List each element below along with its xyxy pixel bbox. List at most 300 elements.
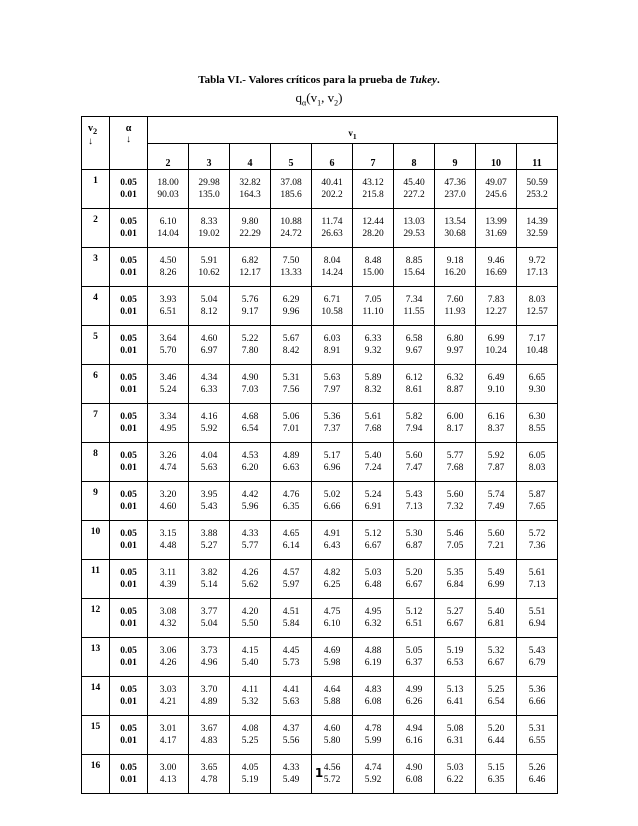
value-005: 4.16 — [200, 412, 218, 422]
title-emphasis: Tukey — [409, 74, 437, 86]
value-001: 6.54 — [241, 424, 259, 434]
value-005: 13.03 — [403, 217, 425, 227]
value-005: 5.82 — [405, 412, 423, 422]
critical-value-cell — [230, 287, 271, 326]
value-005: 9.80 — [241, 217, 259, 227]
value-001: 4.39 — [159, 580, 177, 590]
value-001: 6.96 — [323, 463, 341, 473]
table-row — [82, 170, 558, 209]
value-005: 3.67 — [200, 724, 218, 734]
critical-value-cell — [312, 404, 353, 443]
value-005: 4.78 — [364, 724, 382, 734]
value-005: 12.44 — [362, 217, 384, 227]
critical-value-cell — [517, 209, 558, 248]
header-alpha — [110, 117, 148, 170]
column-header: 7 — [353, 144, 394, 170]
value-005: 3.06 — [159, 646, 177, 656]
value-005: 5.43 — [405, 490, 423, 500]
header-v2 — [82, 117, 110, 170]
value-005: 5.40 — [364, 451, 382, 461]
critical-value-cell — [517, 560, 558, 599]
alpha-value: 0.01 — [120, 346, 137, 356]
value-005: 4.90 — [405, 763, 423, 773]
critical-value-cell — [476, 482, 517, 521]
value-001: 4.17 — [159, 736, 177, 746]
alpha-value: 0.05 — [120, 724, 137, 734]
critical-value-cell — [435, 404, 476, 443]
critical-value-cell — [189, 716, 230, 755]
value-005: 5.12 — [364, 529, 382, 539]
value-005: 5.31 — [528, 724, 546, 734]
value-001: 10.58 — [321, 307, 343, 317]
critical-value-cell — [312, 521, 353, 560]
value-001: 6.87 — [405, 541, 423, 551]
critical-value-cell — [476, 209, 517, 248]
alpha-value: 0.05 — [120, 295, 137, 305]
v2-value: 4 — [82, 287, 110, 326]
column-header: 11 — [517, 144, 558, 170]
value-001: 6.51 — [159, 307, 177, 317]
value-005: 5.32 — [487, 646, 505, 656]
critical-value-cell — [476, 365, 517, 404]
value-005: 5.36 — [323, 412, 341, 422]
value-001: 202.2 — [321, 190, 343, 200]
critical-value-cell — [353, 209, 394, 248]
critical-value-cell — [312, 287, 353, 326]
alpha-value: 0.01 — [120, 658, 137, 668]
alpha-values — [110, 599, 148, 638]
alpha-value: 0.05 — [120, 685, 137, 695]
value-005: 4.89 — [282, 451, 300, 461]
value-001: 6.32 — [364, 619, 382, 629]
value-005: 3.26 — [159, 451, 177, 461]
critical-value-cell — [271, 521, 312, 560]
value-001: 9.96 — [282, 307, 300, 317]
value-005: 4.04 — [200, 451, 218, 461]
title-prefix: Tabla VI.- Valores críticos para la prueba de — [198, 74, 410, 86]
value-001: 4.32 — [159, 619, 177, 629]
value-005: 5.13 — [446, 685, 464, 695]
value-001: 8.42 — [282, 346, 300, 356]
value-001: 6.19 — [364, 658, 382, 668]
value-001: 6.43 — [323, 541, 341, 551]
critical-value-cell — [394, 365, 435, 404]
critical-value-cell — [148, 677, 189, 716]
value-005: 6.12 — [405, 373, 423, 383]
tukey-table — [81, 116, 558, 794]
value-005: 5.04 — [200, 295, 218, 305]
critical-value-cell — [394, 599, 435, 638]
value-005: 13.99 — [485, 217, 507, 227]
value-005: 4.74 — [364, 763, 382, 773]
value-005: 6.30 — [528, 412, 546, 422]
value-001: 6.55 — [528, 736, 546, 746]
critical-value-cell — [517, 365, 558, 404]
critical-value-cell — [230, 521, 271, 560]
value-005: 5.43 — [528, 646, 546, 656]
value-005: 4.45 — [282, 646, 300, 656]
alpha-value: 0.01 — [120, 190, 137, 200]
value-001: 5.49 — [282, 775, 300, 785]
value-001: 6.16 — [405, 736, 423, 746]
value-005: 5.25 — [487, 685, 505, 695]
critical-value-cell — [476, 599, 517, 638]
alpha-values — [110, 326, 148, 365]
critical-value-cell — [271, 599, 312, 638]
value-001: 6.66 — [528, 697, 546, 707]
value-005: 4.76 — [282, 490, 300, 500]
critical-value-cell — [148, 716, 189, 755]
table-row — [82, 209, 558, 248]
value-001: 5.25 — [241, 736, 259, 746]
value-001: 5.50 — [241, 619, 259, 629]
value-005: 43.12 — [362, 178, 384, 188]
critical-value-cell — [271, 287, 312, 326]
header-v1-label: v — [348, 128, 353, 139]
table-row — [82, 560, 558, 599]
alpha-value: 0.05 — [120, 373, 137, 383]
value-001: 6.22 — [446, 775, 464, 785]
alpha-value: 0.01 — [120, 736, 137, 746]
value-001: 5.32 — [241, 697, 259, 707]
critical-value-cell — [230, 716, 271, 755]
value-005: 3.65 — [200, 763, 218, 773]
alpha-value: 0.01 — [120, 307, 137, 317]
alpha-value: 0.01 — [120, 580, 137, 590]
critical-value-cell — [353, 599, 394, 638]
critical-value-cell — [189, 521, 230, 560]
alpha-value: 0.01 — [120, 697, 137, 707]
value-005: 4.11 — [241, 685, 259, 695]
value-001: 6.67 — [487, 658, 505, 668]
critical-value-cell — [435, 482, 476, 521]
value-005: 5.02 — [323, 490, 341, 500]
value-001: 8.87 — [446, 385, 464, 395]
critical-value-cell — [353, 560, 394, 599]
header-v2-label: v — [88, 123, 93, 134]
critical-value-cell — [353, 716, 394, 755]
value-005: 6.99 — [487, 334, 505, 344]
value-001: 14.24 — [321, 268, 343, 278]
critical-value-cell — [394, 716, 435, 755]
critical-value-cell — [353, 365, 394, 404]
critical-value-cell — [517, 482, 558, 521]
critical-value-cell — [353, 677, 394, 716]
value-005: 49.07 — [485, 178, 507, 188]
critical-value-cell — [148, 482, 189, 521]
critical-value-cell — [476, 443, 517, 482]
alpha-value: 0.01 — [120, 775, 137, 785]
value-001: 6.46 — [528, 775, 546, 785]
value-001: 8.03 — [528, 463, 546, 473]
value-001: 6.91 — [364, 502, 382, 512]
value-001: 7.65 — [528, 502, 546, 512]
value-005: 3.08 — [159, 607, 177, 617]
critical-value-cell — [353, 170, 394, 209]
critical-value-cell — [230, 248, 271, 287]
value-005: 5.24 — [364, 490, 382, 500]
value-005: 4.65 — [282, 529, 300, 539]
value-001: 5.14 — [200, 580, 218, 590]
critical-value-cell — [517, 287, 558, 326]
value-005: 4.60 — [200, 334, 218, 344]
critical-value-cell — [312, 716, 353, 755]
value-001: 8.55 — [528, 424, 546, 434]
value-005: 4.88 — [364, 646, 382, 656]
value-001: 5.62 — [241, 580, 259, 590]
value-005: 3.82 — [200, 568, 218, 578]
table-body — [82, 170, 558, 794]
value-001: 10.62 — [198, 268, 220, 278]
value-001: 26.63 — [321, 229, 343, 239]
critical-value-cell — [189, 326, 230, 365]
value-005: 3.15 — [159, 529, 177, 539]
value-005: 5.76 — [241, 295, 259, 305]
alpha-value: 0.01 — [120, 424, 137, 434]
critical-value-cell — [517, 716, 558, 755]
column-header: 3 — [189, 144, 230, 170]
critical-value-cell — [394, 326, 435, 365]
value-001: 5.56 — [282, 736, 300, 746]
value-005: 3.77 — [200, 607, 218, 617]
critical-value-cell — [435, 560, 476, 599]
v2-value: 13 — [82, 638, 110, 677]
critical-value-cell — [476, 560, 517, 599]
value-001: 5.04 — [200, 619, 218, 629]
value-001: 185.6 — [280, 190, 302, 200]
value-001: 6.66 — [323, 502, 341, 512]
value-001: 5.40 — [241, 658, 259, 668]
v2-value: 2 — [82, 209, 110, 248]
value-005: 5.61 — [528, 568, 546, 578]
value-005: 7.50 — [282, 256, 300, 266]
critical-value-cell — [353, 248, 394, 287]
value-005: 5.89 — [364, 373, 382, 383]
value-001: 6.84 — [446, 580, 464, 590]
v2-value: 3 — [82, 248, 110, 287]
alpha-values — [110, 365, 148, 404]
value-001: 8.37 — [487, 424, 505, 434]
value-001: 7.24 — [364, 463, 382, 473]
value-001: 7.94 — [405, 424, 423, 434]
value-001: 7.68 — [446, 463, 464, 473]
critical-value-cell — [271, 443, 312, 482]
value-001: 5.98 — [323, 658, 341, 668]
value-005: 4.68 — [241, 412, 259, 422]
critical-value-cell — [435, 365, 476, 404]
value-005: 6.80 — [446, 334, 464, 344]
critical-value-cell — [312, 326, 353, 365]
critical-value-cell — [271, 560, 312, 599]
critical-value-cell — [476, 716, 517, 755]
value-001: 7.03 — [241, 385, 259, 395]
value-005: 3.73 — [200, 646, 218, 656]
value-001: 7.36 — [528, 541, 546, 551]
value-005: 4.51 — [282, 607, 300, 617]
header-v1-sub: 1 — [352, 132, 357, 141]
value-005: 3.88 — [200, 529, 218, 539]
table-row — [82, 404, 558, 443]
value-005: 5.60 — [405, 451, 423, 461]
value-005: 4.83 — [364, 685, 382, 695]
title-suffix: . — [436, 74, 440, 86]
value-005: 5.77 — [446, 451, 464, 461]
value-005: 5.91 — [200, 256, 218, 266]
critical-value-cell — [271, 365, 312, 404]
value-005: 5.22 — [241, 334, 259, 344]
value-005: 4.42 — [241, 490, 259, 500]
value-001: 9.97 — [446, 346, 464, 356]
value-001: 6.44 — [487, 736, 505, 746]
value-001: 9.30 — [528, 385, 546, 395]
value-005: 6.49 — [487, 373, 505, 383]
value-001: 12.27 — [485, 307, 507, 317]
alpha-value: 0.05 — [120, 568, 137, 578]
critical-value-cell — [435, 638, 476, 677]
alpha-values — [110, 677, 148, 716]
table-title — [0, 74, 638, 86]
value-001: 6.35 — [282, 502, 300, 512]
critical-value-cell — [476, 404, 517, 443]
value-001: 6.94 — [528, 619, 546, 629]
alpha-value: 0.05 — [120, 646, 137, 656]
critical-value-cell — [271, 248, 312, 287]
value-001: 4.26 — [159, 658, 177, 668]
value-001: 6.35 — [487, 775, 505, 785]
value-001: 9.17 — [241, 307, 259, 317]
value-001: 5.88 — [323, 697, 341, 707]
value-001: 6.37 — [405, 658, 423, 668]
critical-value-cell — [517, 599, 558, 638]
critical-value-cell — [312, 560, 353, 599]
value-001: 14.04 — [157, 229, 179, 239]
value-005: 7.83 — [487, 295, 505, 305]
value-001: 6.48 — [364, 580, 382, 590]
value-005: 4.50 — [159, 256, 177, 266]
value-001: 11.93 — [444, 307, 466, 317]
header-v1 — [148, 117, 558, 144]
value-005: 3.70 — [200, 685, 218, 695]
value-001: 6.08 — [364, 697, 382, 707]
value-001: 164.3 — [239, 190, 261, 200]
critical-value-cell — [271, 716, 312, 755]
value-005: 5.15 — [487, 763, 505, 773]
critical-value-cell — [312, 170, 353, 209]
value-005: 5.49 — [487, 568, 505, 578]
critical-value-cell — [394, 560, 435, 599]
value-001: 7.01 — [282, 424, 300, 434]
value-005: 4.99 — [405, 685, 423, 695]
formula-q-sub: α — [302, 98, 307, 108]
critical-value-cell — [230, 326, 271, 365]
critical-value-cell — [230, 209, 271, 248]
critical-value-cell — [476, 638, 517, 677]
critical-value-cell — [312, 443, 353, 482]
v2-value: 9 — [82, 482, 110, 521]
value-005: 6.71 — [323, 295, 341, 305]
value-005: 37.08 — [280, 178, 302, 188]
alpha-value: 0.01 — [120, 541, 137, 551]
value-001: 5.97 — [282, 580, 300, 590]
value-005: 4.08 — [241, 724, 259, 734]
value-005: 3.93 — [159, 295, 177, 305]
critical-value-cell — [148, 209, 189, 248]
value-001: 5.92 — [200, 424, 218, 434]
value-001: 11.55 — [403, 307, 425, 317]
value-001: 5.27 — [200, 541, 218, 551]
column-header: 5 — [271, 144, 312, 170]
value-001: 7.13 — [405, 502, 423, 512]
critical-value-cell — [312, 365, 353, 404]
value-001: 5.96 — [241, 502, 259, 512]
alpha-values — [110, 716, 148, 755]
value-005: 3.46 — [159, 373, 177, 383]
value-001: 5.92 — [364, 775, 382, 785]
value-001: 6.08 — [405, 775, 423, 785]
value-001: 6.63 — [282, 463, 300, 473]
formula-sub2: 2 — [334, 98, 339, 108]
value-005: 7.17 — [528, 334, 546, 344]
critical-value-cell — [189, 170, 230, 209]
alpha-values — [110, 638, 148, 677]
value-005: 5.27 — [446, 607, 464, 617]
value-005: 5.31 — [282, 373, 300, 383]
critical-value-cell — [271, 677, 312, 716]
alpha-value: 0.05 — [120, 607, 137, 617]
critical-value-cell — [476, 248, 517, 287]
critical-value-cell — [148, 599, 189, 638]
critical-value-cell — [148, 326, 189, 365]
value-005: 8.85 — [405, 256, 423, 266]
formula — [0, 90, 638, 108]
critical-value-cell — [189, 209, 230, 248]
value-001: 7.87 — [487, 463, 505, 473]
critical-value-cell — [189, 638, 230, 677]
value-005: 8.33 — [200, 217, 218, 227]
table-row — [82, 443, 558, 482]
value-001: 227.2 — [403, 190, 425, 200]
alpha-value: 0.05 — [120, 529, 137, 539]
value-001: 6.67 — [446, 619, 464, 629]
value-001: 6.67 — [364, 541, 382, 551]
critical-value-cell — [435, 326, 476, 365]
critical-value-cell — [148, 170, 189, 209]
table-row — [82, 638, 558, 677]
formula-sep: , v — [321, 90, 335, 105]
table-row — [82, 482, 558, 521]
value-001: 17.13 — [526, 268, 548, 278]
value-005: 6.03 — [323, 334, 341, 344]
value-005: 6.10 — [159, 217, 177, 227]
value-001: 12.57 — [526, 307, 548, 317]
value-001: 90.03 — [157, 190, 179, 200]
table-row — [82, 365, 558, 404]
critical-value-cell — [312, 599, 353, 638]
critical-value-cell — [230, 599, 271, 638]
value-001: 19.02 — [198, 229, 220, 239]
alpha-values — [110, 560, 148, 599]
alpha-value: 0.05 — [120, 334, 137, 344]
column-header: 2 — [148, 144, 189, 170]
critical-value-cell — [394, 638, 435, 677]
formula-close: ) — [338, 90, 343, 105]
header-alpha-label: α — [125, 123, 132, 134]
value-005: 4.56 — [323, 763, 341, 773]
value-001: 29.53 — [403, 229, 425, 239]
value-001: 15.00 — [362, 268, 384, 278]
value-001: 135.0 — [198, 190, 220, 200]
value-005: 5.46 — [446, 529, 464, 539]
